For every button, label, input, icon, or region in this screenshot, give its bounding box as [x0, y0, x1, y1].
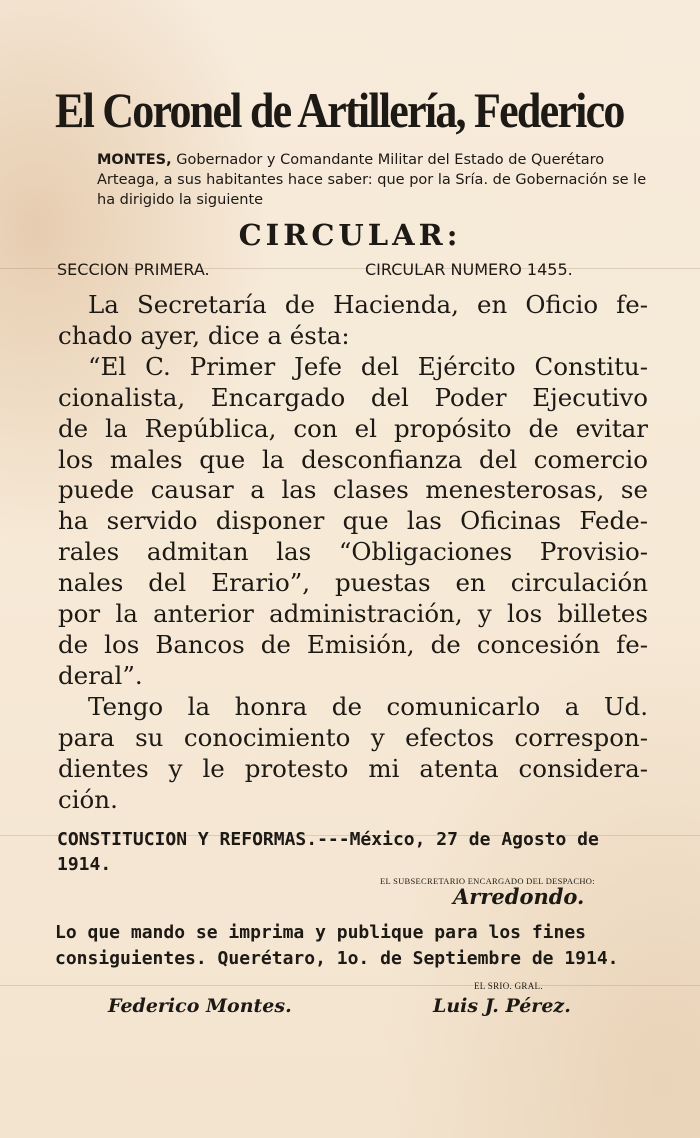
- body-line: dientes y le protesto mi atenta considera-: [58, 753, 648, 783]
- secretary-signature: Luis J. Pérez.: [433, 995, 571, 1017]
- body-line: puede causar a las clases menesterosas, se: [58, 475, 648, 505]
- body-line: Tengo la honra de comunicarlo a Ud.: [88, 691, 648, 721]
- body-line: La Secretaría de Hacienda, en Oficio fe-: [88, 290, 648, 319]
- order-paragraph: Lo que mando se imprima y publique para los fines consiguientes. Querétaro, 1o. de Septiembre de 1914.: [55, 922, 619, 969]
- governor-signature: Federico Montes.: [108, 995, 292, 1017]
- section-label: SECCION PRIMERA.: [57, 260, 210, 279]
- body-line: por la anterior administración, y los billetes: [58, 599, 648, 629]
- body-line: chado ayer, dice a ésta:: [58, 320, 350, 350]
- body-line: los males que la desconfianza del comercio: [58, 444, 648, 474]
- body-line: “El C. Primer Jefe del Ejército Constitu-: [88, 351, 648, 381]
- intro-paragraph: [97, 150, 657, 210]
- body-line: cionalista, Encargado del Poder Ejecutivo: [58, 382, 648, 412]
- body-line: para su conocimiento y efectos correspon-: [58, 722, 648, 752]
- paper-fold-line: [0, 985, 700, 986]
- body-line: de los Bancos de Emisión, de concesión fe-: [58, 629, 648, 659]
- intro-text: Gobernador y Comandante Militar del Estado de Querétaro Arteaga, a sus habitantes hace saber: que por la Sría. de Gobernación se le ha dirigido la siguiente: [97, 152, 647, 208]
- body-line: deral”.: [58, 660, 143, 690]
- body-line: ha servido disponer que las Oficinas Fede-: [58, 506, 648, 536]
- body-line: de la República, con el propósito de evitar: [58, 413, 648, 443]
- intro-name: MONTES,: [97, 152, 172, 168]
- body-line: nales del Erario”, puestas en circulación: [58, 568, 648, 598]
- circular-number: CIRCULAR NUMERO 1455.: [365, 260, 573, 279]
- document-title: El Coronel de Artillería, Federico: [55, 82, 624, 138]
- body-line: rales admitan las “Obligaciones Provisio-: [58, 537, 648, 567]
- date-line: CONSTITUCION Y REFORMAS.---México, 27 de Agosto de 1914.: [57, 829, 599, 875]
- body-line: ción.: [58, 784, 118, 814]
- circular-body: [58, 290, 648, 815]
- secretary-title: EL SRIO. GRAL.: [474, 981, 543, 991]
- circular-heading: CIRCULAR:: [238, 218, 462, 252]
- subsecretario-title: EL SUBSECRETARIO ENCARGADO DEL DESPACHO:: [380, 876, 595, 886]
- subsecretario-signature: Arredondo.: [453, 884, 585, 909]
